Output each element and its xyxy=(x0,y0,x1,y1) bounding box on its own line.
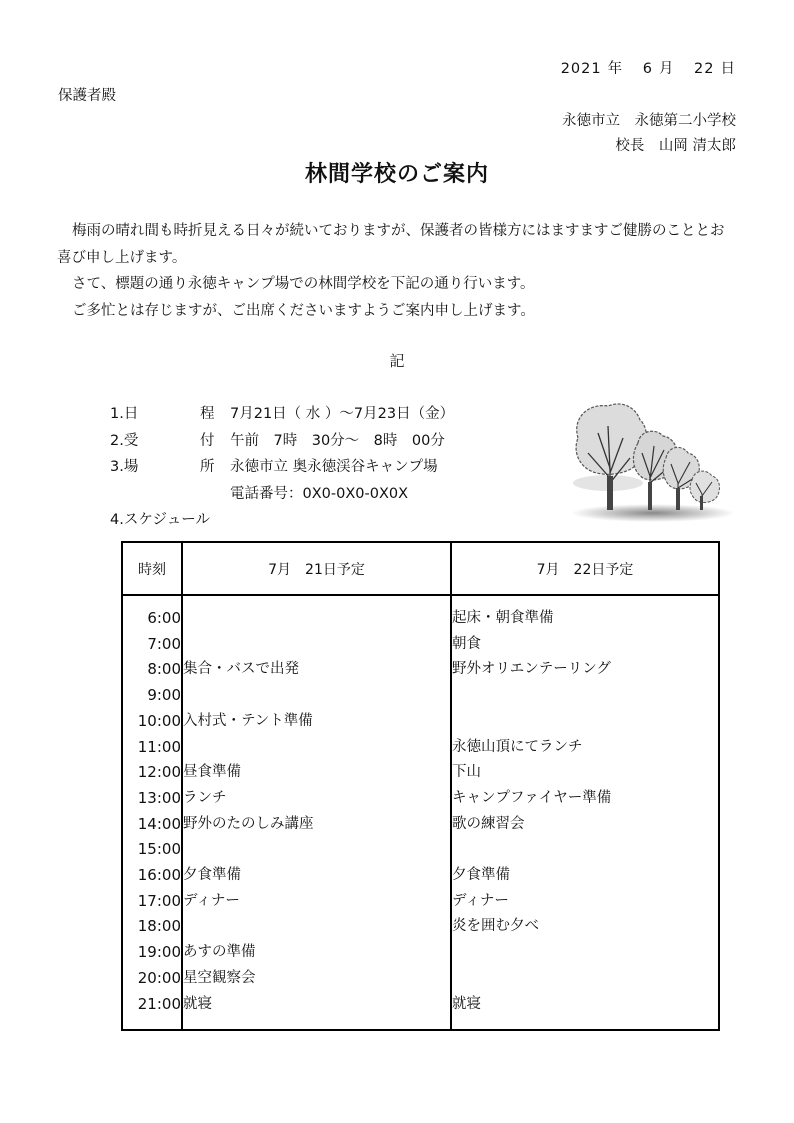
body-text xyxy=(57,218,737,324)
date-month-unit: 月 xyxy=(658,61,675,77)
body-paragraph: さて、標題の通り永徳キャンプ場での林間学校を下記の通り行います。 xyxy=(72,276,535,292)
item-label-suffix: 程 xyxy=(200,406,215,422)
table-row xyxy=(122,735,719,761)
day1-event xyxy=(182,837,451,863)
table-header-row xyxy=(122,542,719,595)
time-cell: 18:00 xyxy=(122,914,182,940)
day1-event: ディナー xyxy=(182,889,451,915)
day1-event xyxy=(182,914,451,940)
time-cell: 9:00 xyxy=(122,683,182,709)
day1-event: 夕食準備 xyxy=(182,863,451,889)
day2-event: 歌の練習会 xyxy=(451,812,719,838)
table-row xyxy=(122,992,719,1018)
day2-event: 起床・朝食準備 xyxy=(451,606,719,632)
sender-school: 永徳市立 永徳第二小学校 xyxy=(562,113,736,129)
item-label: 2.受 xyxy=(110,432,139,449)
day1-event: 星空観察会 xyxy=(182,966,451,992)
day2-event xyxy=(451,837,719,863)
item-label: 3.場 xyxy=(110,459,139,475)
day2-event xyxy=(451,709,719,735)
document-date xyxy=(555,57,736,78)
table-row xyxy=(122,966,719,992)
time-cell: 10:00 xyxy=(122,709,182,735)
day2-event: 就寝 xyxy=(451,992,719,1018)
time-cell: 7:00 xyxy=(122,632,182,658)
date-day-unit: 日 xyxy=(720,61,736,77)
day1-event: 野外のたのしみ講座 xyxy=(182,812,451,838)
day1-event: 昼食準備 xyxy=(182,760,451,786)
time-cell: 17:00 xyxy=(122,889,182,915)
date-day: 22 xyxy=(694,61,715,77)
day1-event: 就寝 xyxy=(182,992,451,1018)
day1-event: あすの準備 xyxy=(182,940,451,966)
day2-event: 永徳山頂にてランチ xyxy=(451,735,719,761)
item-label-suffix: 付 xyxy=(200,432,215,449)
day2-event: キャンプファイヤー準備 xyxy=(451,786,719,812)
details-list xyxy=(110,401,454,534)
day2-event: 朝食 xyxy=(451,632,719,658)
table-row xyxy=(122,632,719,658)
day1-event xyxy=(182,632,451,658)
time-cell: 20:00 xyxy=(122,966,182,992)
phone-number: 電話番号：0X0-0X0-0X0X xyxy=(230,485,409,502)
document-title: 林間学校のご案内 xyxy=(304,162,489,187)
detail-item-reception xyxy=(110,428,454,455)
time-cell: 15:00 xyxy=(122,837,182,863)
time-cell: 13:00 xyxy=(122,786,182,812)
date-year: 2021 xyxy=(560,61,602,77)
date-year-unit: 年 xyxy=(607,61,624,77)
table-spacer xyxy=(122,595,719,606)
day2-event: 野外オリエンテーリング xyxy=(451,657,719,683)
item-value: 7月21日（ 水 ）～7月23日（金） xyxy=(230,406,455,422)
item-value: 午前 7時 30分～ 8時 00分 xyxy=(230,432,445,449)
day1-event: 集合・バスで出発 xyxy=(182,657,451,683)
time-cell: 19:00 xyxy=(122,940,182,966)
table-row xyxy=(122,606,719,632)
day1-event: ランチ xyxy=(182,786,451,812)
item-label: 1.日 xyxy=(110,406,139,422)
time-cell: 11:00 xyxy=(122,735,182,761)
detail-item-place xyxy=(110,454,454,481)
day2-event xyxy=(451,966,719,992)
trees-illustration-icon xyxy=(568,398,738,528)
table-row xyxy=(122,657,719,683)
table-row xyxy=(122,786,719,812)
time-cell: 21:00 xyxy=(122,992,182,1018)
time-cell: 16:00 xyxy=(122,863,182,889)
detail-item-phone xyxy=(110,481,454,508)
recipient: 保護者殿 xyxy=(58,88,116,104)
item-label: 4.スケジュール xyxy=(110,512,210,528)
ki-heading: 記 xyxy=(389,352,405,370)
header-day1: 7月 21日予定 xyxy=(182,542,451,595)
day2-event xyxy=(451,940,719,966)
header-time: 時刻 xyxy=(122,542,182,595)
table-row xyxy=(122,760,719,786)
date-month: 6 xyxy=(642,61,653,77)
table-row xyxy=(122,889,719,915)
day2-event: ディナー xyxy=(451,889,719,915)
day2-event: 炎を囲む夕べ xyxy=(451,914,719,940)
day1-event: 入村式・テント準備 xyxy=(182,709,451,735)
table-row xyxy=(122,709,719,735)
item-value: 永徳市立 奥永徳渓谷キャンプ場 xyxy=(230,459,438,475)
body-paragraph: 梅雨の晴れ間も時折見える日々が続いておりますが、保護者の皆様方にはますますご健勝のこととお喜び申し上げます。 xyxy=(57,223,725,266)
table-row xyxy=(122,914,719,940)
table-row xyxy=(122,863,719,889)
time-cell: 6:00 xyxy=(122,606,182,632)
time-cell: 8:00 xyxy=(122,657,182,683)
table-spacer xyxy=(122,1017,719,1030)
header-day2: 7月 22日予定 xyxy=(451,542,719,595)
item-label-suffix: 所 xyxy=(200,459,215,475)
day1-event xyxy=(182,683,451,709)
day2-event: 夕食準備 xyxy=(451,863,719,889)
detail-item-date xyxy=(110,401,454,428)
sender-principal: 校長 山岡 清太郎 xyxy=(615,138,736,154)
day2-event xyxy=(451,683,719,709)
body-paragraph: ご多忙とは存じますが、ご出席くださいますようご案内申し上げます。 xyxy=(72,302,535,319)
day1-event xyxy=(182,606,451,632)
day1-event xyxy=(182,735,451,761)
table-row xyxy=(122,683,719,709)
schedule-table xyxy=(121,541,720,1031)
detail-item-schedule xyxy=(110,507,454,534)
table-row xyxy=(122,812,719,838)
table-row xyxy=(122,837,719,863)
day2-event: 下山 xyxy=(451,760,719,786)
time-cell: 14:00 xyxy=(122,812,182,838)
time-cell: 12:00 xyxy=(122,760,182,786)
table-row xyxy=(122,940,719,966)
